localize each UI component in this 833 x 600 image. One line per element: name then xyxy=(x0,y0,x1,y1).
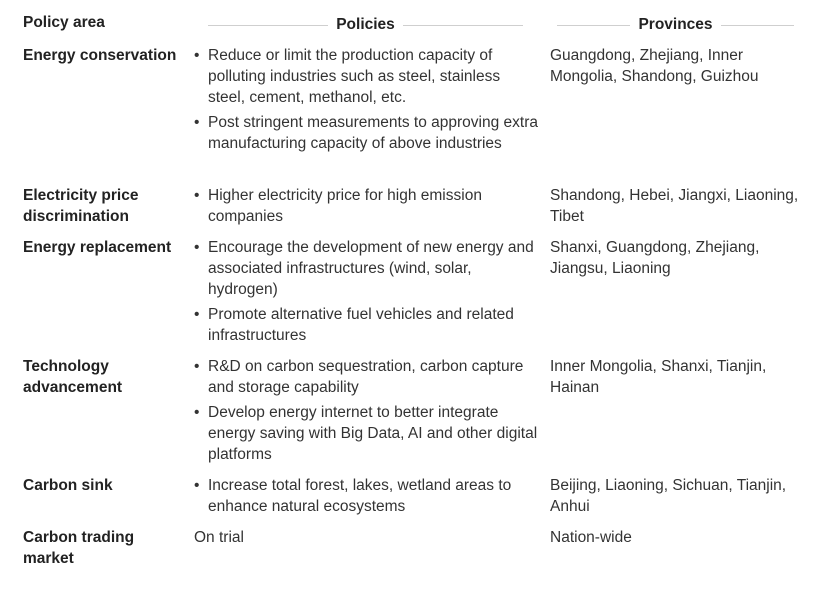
row-policy-area: Energy replacement xyxy=(23,239,172,256)
bullet-dot-icon: • xyxy=(194,187,200,204)
policy-text: Post stringent measurements to approving extra manufacturing capacity of above industries xyxy=(208,114,538,152)
bullet-dot-icon: • xyxy=(194,239,200,256)
row-provinces: Beijing, Liaoning, Sichuan, Tianjin, Anhui xyxy=(550,477,787,515)
policy-text: Higher electricity price for high emission companies xyxy=(208,187,482,225)
row-policy-area: Carbon sink xyxy=(23,477,113,494)
row-policy-area: Electricity price discrimination xyxy=(23,187,139,225)
header-rule-right xyxy=(721,25,794,26)
row-provinces: Shanxi, Guangdong, Zhejiang, Jiangsu, Liaoning xyxy=(550,239,760,277)
policy-text: Encourage the development of new energy and associated infrastructures (wind, solar, hydrogen) xyxy=(208,239,534,298)
row-provinces: Nation-wide xyxy=(550,529,632,546)
bullet-dot-icon: • xyxy=(194,114,200,131)
header-rule-left xyxy=(557,25,630,26)
row-provinces: Guangdong, Zhejiang, Inner Mongolia, Shandong, Guizhou xyxy=(550,47,759,85)
row-policies xyxy=(194,237,539,350)
table-header xyxy=(0,14,833,36)
header-provinces-label: Provinces xyxy=(638,16,713,33)
row-policy-area: Carbon trading market xyxy=(23,529,135,567)
policy-text: On trial xyxy=(194,529,244,546)
bullet-dot-icon: • xyxy=(194,477,200,494)
header-policy-area: Policy area xyxy=(23,14,105,31)
row-policies xyxy=(194,527,539,548)
policy-bullet xyxy=(194,237,539,300)
policy-text: Develop energy internet to better integrate energy saving with Big Data, AI and other digital platforms xyxy=(208,404,538,463)
policy-bullet xyxy=(194,112,539,154)
policy-bullet xyxy=(194,304,539,346)
policy-bullet xyxy=(194,402,539,465)
policy-text: Reduce or limit the production capacity of polluting industries such as steel, stainless steel, cement, methanol, etc. xyxy=(208,47,501,106)
policy-bullet xyxy=(194,356,539,398)
row-policy-area: Technology advancement xyxy=(23,358,123,396)
bullet-dot-icon: • xyxy=(194,306,200,323)
policy-text: Promote alternative fuel vehicles and related infrastructures xyxy=(208,306,514,344)
header-policies xyxy=(208,14,523,36)
header-rule-right xyxy=(403,25,523,26)
bullet-dot-icon: • xyxy=(194,404,200,421)
row-policies xyxy=(194,185,539,231)
policy-bullet xyxy=(194,475,539,517)
row-policies xyxy=(194,475,539,521)
header-policies-label: Policies xyxy=(336,16,395,33)
policy-text: R&D on carbon sequestration, carbon capture and storage capability xyxy=(208,358,524,396)
row-policy-area: Energy conservation xyxy=(23,47,177,64)
header-rule-left xyxy=(208,25,328,26)
policy-text: Increase total forest, lakes, wetland areas to enhance natural ecosystems xyxy=(208,477,512,515)
policy-bullet xyxy=(194,45,539,108)
row-policies xyxy=(194,45,539,158)
row-provinces: Shandong, Hebei, Jiangxi, Liaoning, Tibet xyxy=(550,187,799,225)
bullet-dot-icon: • xyxy=(194,47,200,64)
row-policies xyxy=(194,356,539,469)
bullet-dot-icon: • xyxy=(194,358,200,375)
policy-bullet xyxy=(194,185,539,227)
row-provinces: Inner Mongolia, Shanxi, Tianjin, Hainan xyxy=(550,358,767,396)
header-provinces xyxy=(557,14,794,36)
